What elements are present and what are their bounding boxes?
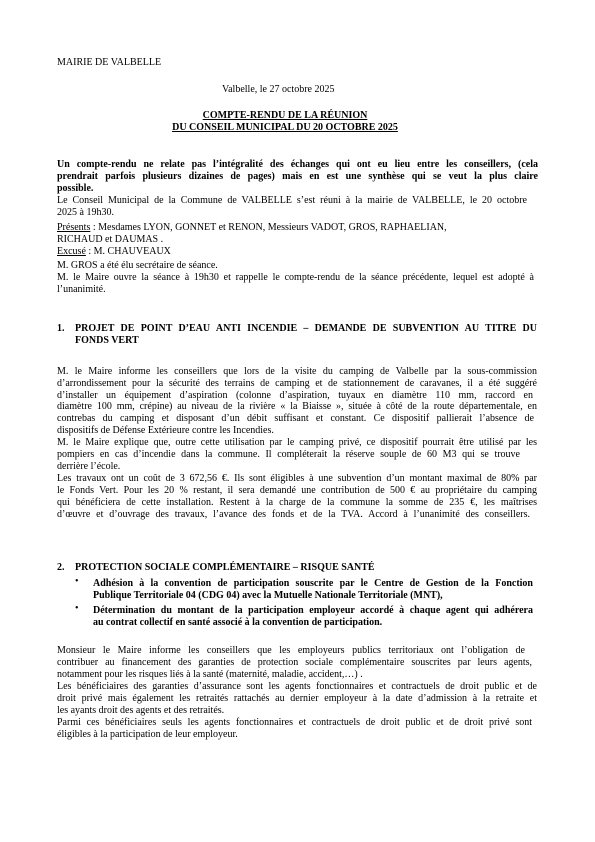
section-2-line: contribuer au financement des garanties de protection sociale complémentaire souscrites par leurs agents,	[57, 657, 532, 668]
excuse-line	[57, 246, 171, 257]
section-1-title: PROJET DE POINT D’EAU ANTI INCENDIE – DEMANDE DE SUBVENTION AU TITRE DU	[75, 323, 537, 334]
bullet-2-text: Détermination du montant de la participation employeur accordé à chaque agent qui adhérera	[93, 605, 533, 616]
section-1-line: le Fonds Vert. Pour les 20 % restant, il sera demandé une contribution de 500 € au propriétaire du camping	[57, 485, 537, 496]
section-1-line: diamètre 100 mm, crépine) au niveau de la rivière « la Biaisse », située à côté de la route départementale, en	[57, 401, 537, 412]
mairie-header: MAIRIE DE VALBELLE	[57, 57, 162, 68]
section-2-line: Monsieur le Maire informe les conseillers que les employeurs publics territoriaux ont l’obligation de	[57, 645, 525, 656]
section-1-line: d’arrondissement pour la sécurité des terrains de camping et de stationnement de caravanes, il a été suggéré	[57, 378, 537, 389]
section-1-line: M. le Maire informe les conseillers que lors de la visite du camping de Valbelle par la sous-commission	[57, 366, 537, 377]
section-1-line: Les travaux ont un coût de 3 672,56 €. Ils sont éligibles à une subvention d’un montant maximal de 80% par	[57, 473, 537, 484]
ouverture-line: M. le Maire ouvre la séance à 19h30 et rappelle le compte-rendu de la séance précédente, lequel est adopté à	[57, 272, 534, 283]
section-1-line: d’installer un équipement d’aspiration (colonne d’aspiration, tuyaux en diamètre 110 mm, raccord en	[57, 390, 533, 401]
meeting-line: 2025 à 19h30.	[57, 207, 114, 218]
presents-line	[57, 222, 447, 233]
intro-bold-line: possible.	[57, 183, 94, 194]
bullet-2-text: au contrat collectif en santé associé à la convention de participation.	[93, 617, 383, 628]
section-2-line: notamment pour les risques liés à la santé (maternité, maladie, accident,…) .	[57, 669, 363, 680]
place-date: Valbelle, le 27 octobre 2025	[222, 84, 335, 95]
bullet-1-text: Adhésion à la convention de participation souscrite par le Centre de Gestion de la Fonction	[93, 578, 533, 589]
section-1-line: qui bénéficiera de cette installation. Restent à la charge de la commune la somme de 235 €, les maîtrises	[57, 497, 537, 508]
section-2-line: Les bénéficiaires des garanties d’assurance sont les agents fonctionnaires et contractuels de droit public et de	[57, 681, 537, 692]
presents-line-2: RICHAUD et DAUMAS .	[57, 234, 164, 245]
ouverture-line: l’unanimité.	[57, 284, 106, 295]
title-line-2: DU CONSEIL MUNICIPAL DU 20 OCTOBRE 2025	[172, 122, 398, 133]
excuse-label: Excusé	[57, 246, 86, 257]
section-2-line: Parmi ces bénéficiaires seuls les agents fonctionnaires et contractuels de droit public et de droit privé sont	[57, 717, 532, 728]
section-1-line: contrebas du camping et disposant d’un débit suffisant et constant. Ce dispositif pallierait l’absence de	[57, 413, 534, 424]
presents-label: Présents	[57, 222, 91, 233]
bullet-1-text: Publique Territoriale 04 (CDG 04) avec la Mutuelle Nationale Territoriale (MNT),	[93, 590, 443, 601]
bullet-icon: •	[75, 603, 79, 614]
title-line-1: COMPTE-RENDU DE LA RÉUNION	[202, 110, 368, 121]
section-1-line: derrière l’école.	[57, 461, 121, 472]
section-1-line: dispositifs de Défense Extérieure contre les Incendies.	[57, 425, 274, 436]
section-2-line: droit privé mais également les retraités rattachés au dernier employeur à la date d’admission à la retraite et	[57, 693, 537, 704]
excuse-name: : M. CHAUVEAUX	[85, 246, 171, 257]
section-1-title: FONDS VERT	[75, 335, 139, 346]
section-2-line: les ayants droit des agents et des retraités.	[57, 705, 225, 716]
section-1-number: 1.	[57, 323, 65, 334]
section-2-title: PROTECTION SOCIALE COMPLÉMENTAIRE – RISQUE SANTÉ	[75, 562, 375, 573]
section-1-line: pompiers en cas d’incendie dans la commune. Il compléterait la réserve souple de 60 M3 qui se trouve	[57, 449, 520, 460]
presents-names: : Mesdames LYON, GONNET et RENON, Messieurs VADOT, GROS, RAPHAELIAN,	[90, 222, 447, 233]
intro-bold-line: Un compte-rendu ne relate pas l’intégralité des échanges qui ont eu lieu entre les conseillers, (cela	[57, 159, 538, 170]
meeting-line: Le Conseil Municipal de la Commune de VALBELLE s’est réuni à la mairie de VALBELLE, le 20 octobre	[57, 195, 527, 206]
section-1-line: d’œuvre et d’ouvrage des travaux, l’avance des fonds et de la TVA. Accord à l’unanimité des conseillers.	[57, 509, 530, 520]
bullet-icon: •	[75, 576, 79, 587]
section-2-number: 2.	[57, 562, 65, 573]
section-2-line: éligibles à la participation de leur employeur.	[57, 729, 238, 740]
section-1-line: M. le Maire explique que, outre cette utilisation par le camping privé, ce dispositif pourrait être utilisé par les	[57, 437, 537, 448]
secretaire-line: M. GROS a été élu secrétaire de séance.	[57, 260, 218, 271]
intro-bold-line: prendrait parfois plusieurs dizaines de pages) mais en est une synthèse qui se veut la plus claire	[57, 171, 538, 182]
